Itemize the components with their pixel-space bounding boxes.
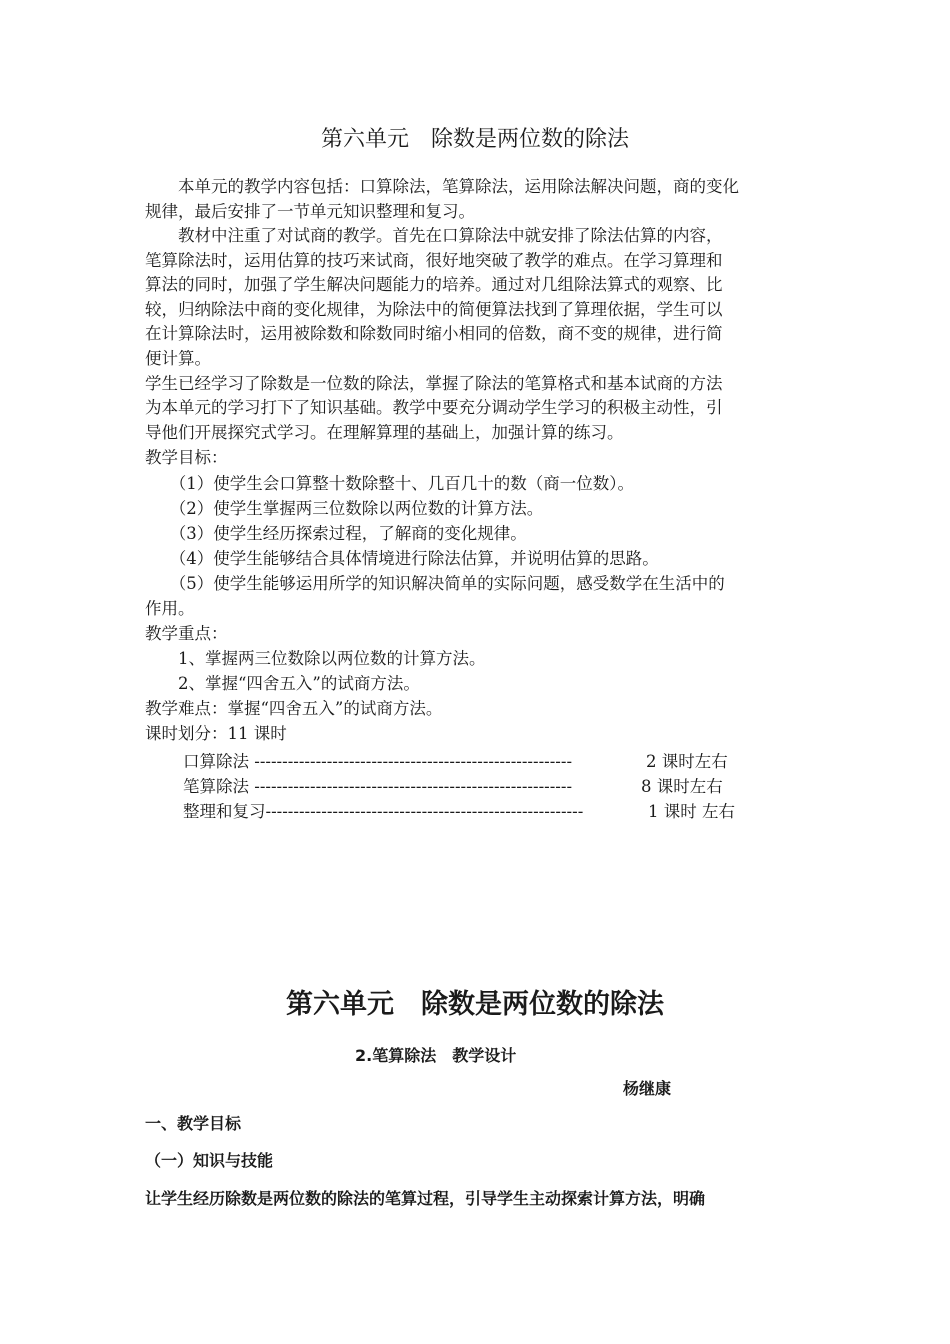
paragraph-line: 导他们开展探究式学习。在理解算理的基础上，加强计算的练习。 xyxy=(145,423,624,442)
subsection-heading: （一）知识与技能 xyxy=(145,1151,274,1170)
objective-item: （4）使学生能够结合具体情境进行除法估算，并说明估算的思路。 xyxy=(145,549,659,568)
paragraph-line: 为本单元的学习打下了知识基础。教学中要充分调动学生学习的积极主动性，引 xyxy=(145,398,723,417)
section-heading: 一、教学目标 xyxy=(145,1114,242,1133)
objective-item: （1）使学生会口算整十数除整十、几百几十的数（商一位数）。 xyxy=(145,474,634,493)
schedule-item: 口算除法 --------------------------------------------------------- xyxy=(183,752,573,771)
paragraph-line: 较，归纳除法中商的变化规律，为除法中的简便算法找到了算理依据，学生可以 xyxy=(145,300,723,319)
paragraph-line: 作用。 xyxy=(145,599,195,618)
schedule-item: 整理和复习--------------------------------------------------------- xyxy=(183,802,584,821)
paragraph-line: 便计算。 xyxy=(145,349,211,368)
schedule-hours: 8 课时左右 xyxy=(641,777,723,796)
key-points-heading: 教学重点： xyxy=(145,624,228,643)
paragraph-line: 本单元的教学内容包括：口算除法，笔算除法，运用除法解决问题，商的变化 xyxy=(145,177,739,196)
author-name: 杨继康 xyxy=(623,1079,672,1098)
schedule-hours: 2 课时左右 xyxy=(646,752,728,771)
body-line: 让学生经历除数是两位数的除法的笔算过程，引导学生主动探索计算方法，明确 xyxy=(145,1189,706,1208)
schedule-hours: 1 课时 左右 xyxy=(648,802,735,821)
lesson-plan-line: 课时划分：11 课时 xyxy=(145,724,287,743)
objective-item: （3）使学生经历探索过程，了解商的变化规律。 xyxy=(145,524,527,543)
paragraph-line: 教材中注重了对试商的教学。首先在口算除法中就安排了除法估算的内容， xyxy=(145,226,723,245)
objective-item: （5）使学生能够运用所学的知识解决简单的实际问题，感受数学在生活中的 xyxy=(145,574,725,593)
key-point-item: 2、掌握“四舍五入”的试商方法。 xyxy=(145,674,420,693)
paragraph-line: 算法的同时，加强了学生解决问题能力的培养。通过对几组除法算式的观察、比 xyxy=(145,275,723,294)
paragraph-line: 规律，最后安排了一节单元知识整理和复习。 xyxy=(145,202,475,221)
paragraph-line: 学生已经学习了除数是一位数的除法，掌握了除法的笔算格式和基本试商的方法 xyxy=(145,374,723,393)
paragraph-line: 在计算除法时，运用被除数和除数同时缩小相同的倍数，商不变的规律，进行简 xyxy=(145,324,723,343)
schedule-item: 笔算除法 --------------------------------------------------------- xyxy=(183,777,573,796)
paragraph-line: 笔算除法时，运用估算的技巧来试商，很好地突破了教学的难点。在学习算理和 xyxy=(145,251,723,270)
design-subtitle: 2.笔算除法 教学设计 xyxy=(355,1046,517,1065)
key-point-item: 1、掌握两三位数除以两位数的计算方法。 xyxy=(145,649,486,668)
unit-title: 第六单元 除数是两位数的除法 xyxy=(320,127,629,152)
objectives-heading: 教学目标： xyxy=(145,448,228,467)
difficulty-line: 教学难点：掌握“四舍五入”的试商方法。 xyxy=(145,699,443,718)
design-title: 第六单元 除数是两位数的除法 xyxy=(286,989,664,1020)
objective-item: （2）使学生掌握两三位数除以两位数的计算方法。 xyxy=(145,499,544,518)
